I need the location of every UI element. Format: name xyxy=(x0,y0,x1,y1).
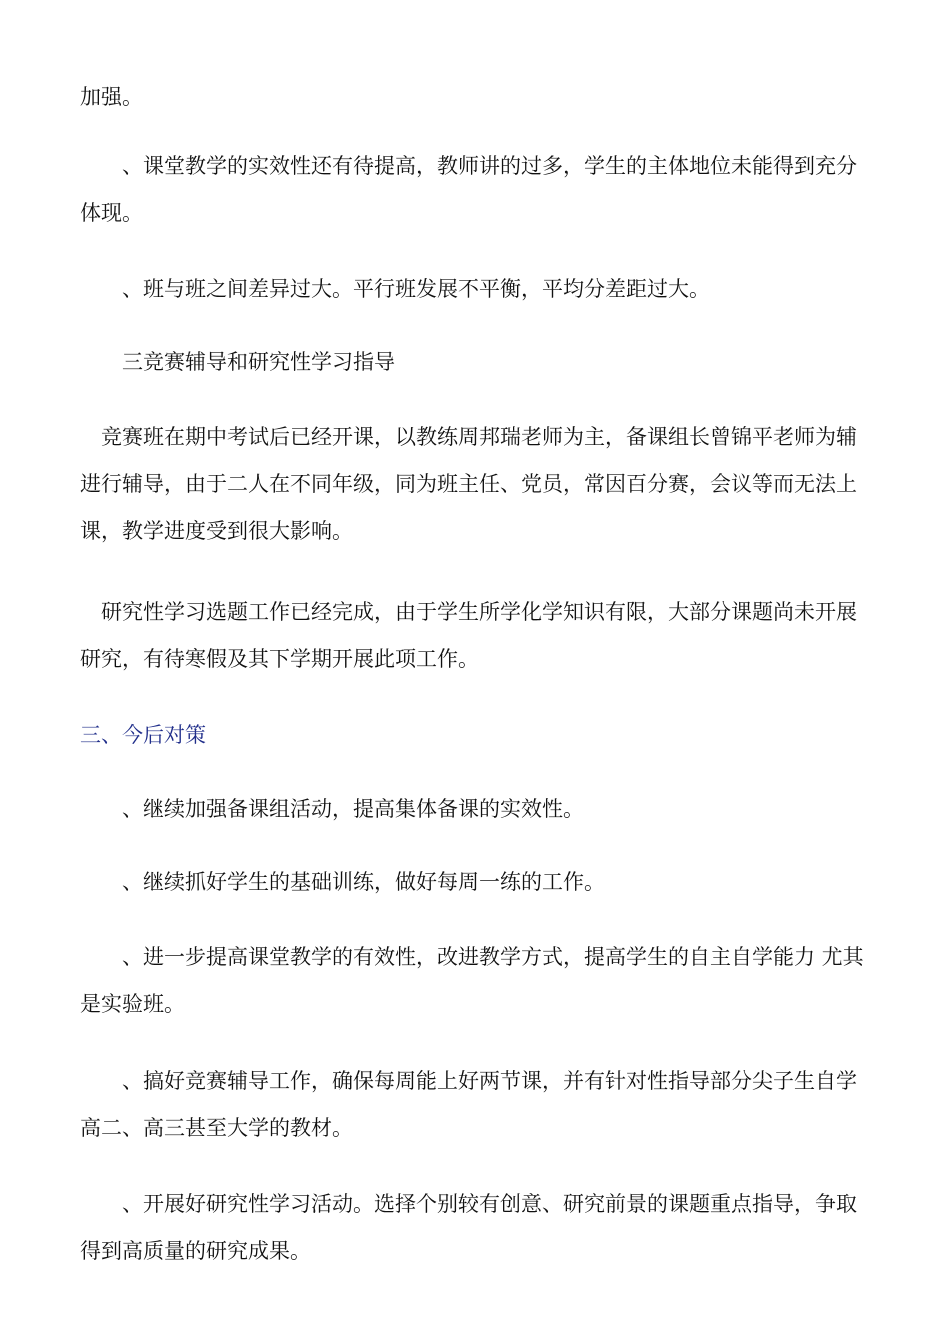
section-heading-future-measures: 三、今后对策 xyxy=(80,723,206,747)
paragraph-class-differences: 、班与班之间差异过大。平行班发展不平衡，平均分差距过大。 xyxy=(80,277,710,301)
paragraph-measure-5: 、开展好研究性学习活动。选择个别较有创意、研究前景的课题重点指导，争取得到高质量的研究成果。 xyxy=(80,1192,857,1263)
paragraph-continuation: 加强。 xyxy=(80,85,143,109)
subheading-competition-guidance: 三竞赛辅导和研究性学习指导 xyxy=(80,350,395,374)
paragraph-competition-class: 竞赛班在期中考试后已经开课，以教练周邦瑞老师为主，备课组长曾锦平老师为辅进行辅导，由于二人在不同年级，同为班主任、党员，常因百分赛，会议等而无法上课，教学进度受到很大影响。 xyxy=(80,425,857,543)
paragraph-measure-2: 、继续抓好学生的基础训练，做好每周一练的工作。 xyxy=(80,870,605,894)
paragraph-measure-3: 、进一步提高课堂教学的有效性，改进教学方式，提高学生的自主自学能力 尤其是实验班。 xyxy=(80,945,864,1016)
paragraph-research-study: 研究性学习选题工作已经完成，由于学生所学化学知识有限，大部分课题尚未开展研究，有待寒假及其下学期开展此项工作。 xyxy=(80,600,857,671)
paragraph-teaching-effectiveness: 、课堂教学的实效性还有待提高，教师讲的过多，学生的主体地位未能得到充分体现。 xyxy=(80,154,857,225)
paragraph-measure-1: 、继续加强备课组活动，提高集体备课的实效性。 xyxy=(80,797,584,821)
paragraph-measure-4: 、搞好竞赛辅导工作，确保每周能上好两节课，并有针对性指导部分尖子生自学高二、高三甚至大学的教材。 xyxy=(80,1069,857,1140)
